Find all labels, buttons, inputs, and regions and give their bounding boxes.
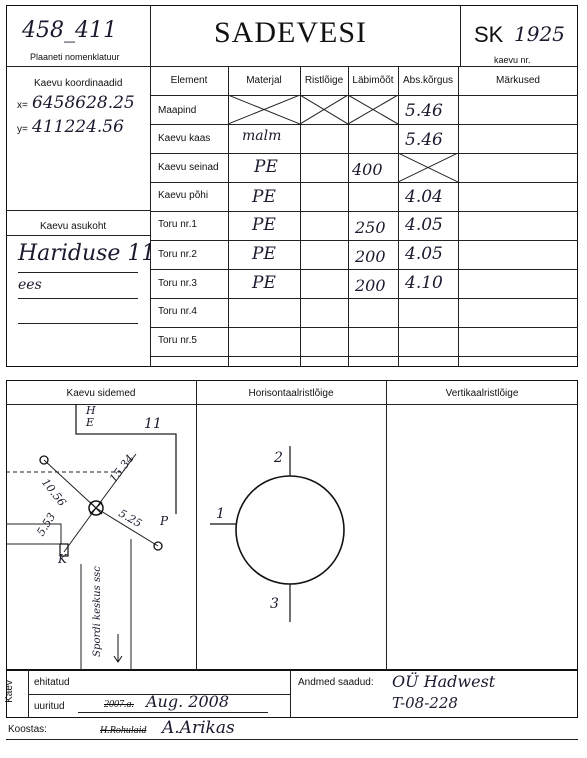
sketch-building-h: H	[86, 404, 96, 417]
col-header-cross: Ristlõige	[304, 75, 344, 86]
row-material: PE	[252, 244, 276, 264]
pipe-1-label: 1	[216, 506, 225, 522]
compiled-frame-line	[6, 739, 578, 740]
horizontal-cross-section	[196, 404, 386, 670]
divider	[460, 5, 461, 67]
divider	[386, 380, 387, 670]
table-column-line	[458, 66, 459, 367]
table-row-line	[150, 298, 578, 299]
location-line1: Hariduse 11	[18, 241, 156, 266]
divider	[6, 210, 150, 211]
table-row-line	[150, 269, 578, 270]
row-abs: 4.05	[405, 244, 443, 264]
horizontal-section-title: Horisontaalristlõige	[248, 388, 334, 399]
compiled-label: Koostas:	[8, 724, 47, 735]
table-row-line	[150, 182, 578, 183]
divider	[6, 66, 578, 67]
row-diameter: 200	[355, 247, 386, 266]
row-element: Toru nr.5	[158, 335, 197, 346]
location-label: Kaevu asukoht	[40, 221, 107, 232]
row-abs: 5.46	[405, 130, 443, 150]
compiled-struck-value: H.Rohulaid	[100, 725, 147, 736]
row-diameter: 400	[352, 160, 383, 179]
row-material: PE	[252, 273, 276, 293]
vertical-section-title: Vertikaalristlõige	[445, 388, 519, 399]
row-element: Toru nr.1	[158, 219, 197, 230]
row-abs: 4.05	[405, 215, 443, 235]
row-abs: 4.04	[405, 187, 443, 207]
table-row-line	[150, 211, 578, 212]
data-source-label: Andmed saadud:	[298, 677, 374, 688]
table-row-line	[150, 240, 578, 241]
data-source-line1: OÜ Hadwest	[392, 672, 496, 691]
nomenclature-label: Plaaneti nomenklatuur	[30, 52, 120, 62]
sketch-dim-2: 15.34	[106, 452, 137, 485]
location-underline	[18, 298, 138, 299]
surveyed-underline	[78, 712, 268, 713]
row-element: Toru nr.3	[158, 278, 197, 289]
divider	[6, 235, 150, 236]
page-title: SADEVESI	[214, 16, 368, 49]
ties-section-title: Kaevu sidemed	[66, 388, 136, 399]
row-element: Kaevu põhi	[158, 190, 209, 201]
sketch-building-number: 11	[144, 416, 162, 432]
row-material: PE	[252, 187, 276, 207]
divider	[290, 670, 291, 718]
divider	[150, 5, 151, 367]
table-row-line	[150, 356, 578, 357]
crossed-out-cell	[300, 95, 348, 124]
col-header-material: Materjal	[246, 75, 282, 86]
col-header-abs: Abs.kõrgus	[402, 75, 454, 86]
surveyed-label: uuritud	[34, 701, 65, 712]
location-underline	[18, 272, 138, 273]
surveyed-value: Aug. 2008	[146, 692, 229, 711]
location-underline	[18, 323, 138, 324]
nomenclature-value: 458_411	[22, 18, 117, 43]
well-number-label: kaevu nr.	[494, 55, 531, 65]
row-element: Toru nr.4	[158, 306, 197, 317]
row-diameter: 200	[355, 276, 386, 295]
data-source-line2: T-08-228	[392, 694, 458, 712]
col-header-notes: Märkused	[496, 75, 540, 86]
row-abs: 5.46	[405, 101, 443, 121]
row-material: PE	[254, 157, 278, 177]
row-element: Kaevu seinad	[158, 162, 219, 173]
coord-y-prefix: y=	[17, 124, 28, 135]
location-line2: ees	[18, 277, 42, 293]
row-abs: 4.10	[405, 273, 443, 293]
coord-x-value: 6458628.25	[32, 93, 135, 113]
table-row-line	[150, 153, 578, 154]
coords-label: Kaevu koordinaadid	[34, 78, 123, 89]
table-column-line	[398, 66, 399, 367]
footer-side-label: Kaev	[3, 680, 15, 703]
row-element: Maapind	[158, 105, 197, 116]
pipe-3-label: 3	[270, 596, 279, 612]
built-label: ehitatud	[34, 677, 70, 688]
col-header-diameter: Läbimõõt	[352, 75, 394, 86]
table-row-line	[150, 327, 578, 328]
col-header-element: Element	[170, 75, 208, 86]
row-diameter: 250	[355, 218, 386, 237]
coord-y-value: 411224.56	[32, 117, 124, 137]
crossed-out-cell	[398, 153, 458, 182]
row-material: malm	[242, 128, 282, 144]
row-material: PE	[252, 215, 276, 235]
sketch-mark-k: K	[58, 552, 67, 566]
sketch-dim-4: 5.25	[116, 506, 145, 531]
sketch-dim-3: 5.53	[34, 510, 59, 539]
surveyed-struck-value: 2007.a.	[104, 699, 134, 710]
compiled-value: A.Arikas	[162, 718, 235, 738]
pipe-2-label: 2	[274, 450, 283, 466]
sketch-dim-1: 10.56	[38, 476, 69, 509]
row-element: Toru nr.2	[158, 249, 197, 260]
well-number: 1925	[514, 22, 565, 46]
sketch-street-label: Spordi keskus ssc	[91, 566, 103, 657]
row-element: Kaevu kaas	[158, 133, 211, 144]
well-prefix: SK	[474, 22, 504, 47]
crossed-out-cell	[228, 95, 300, 124]
sketch-building-e: E	[86, 416, 95, 429]
crossed-out-cell	[348, 95, 398, 124]
coord-x-prefix: x=	[17, 100, 28, 111]
table-row-line	[150, 124, 578, 125]
sketch-mark-p: P	[160, 514, 169, 528]
